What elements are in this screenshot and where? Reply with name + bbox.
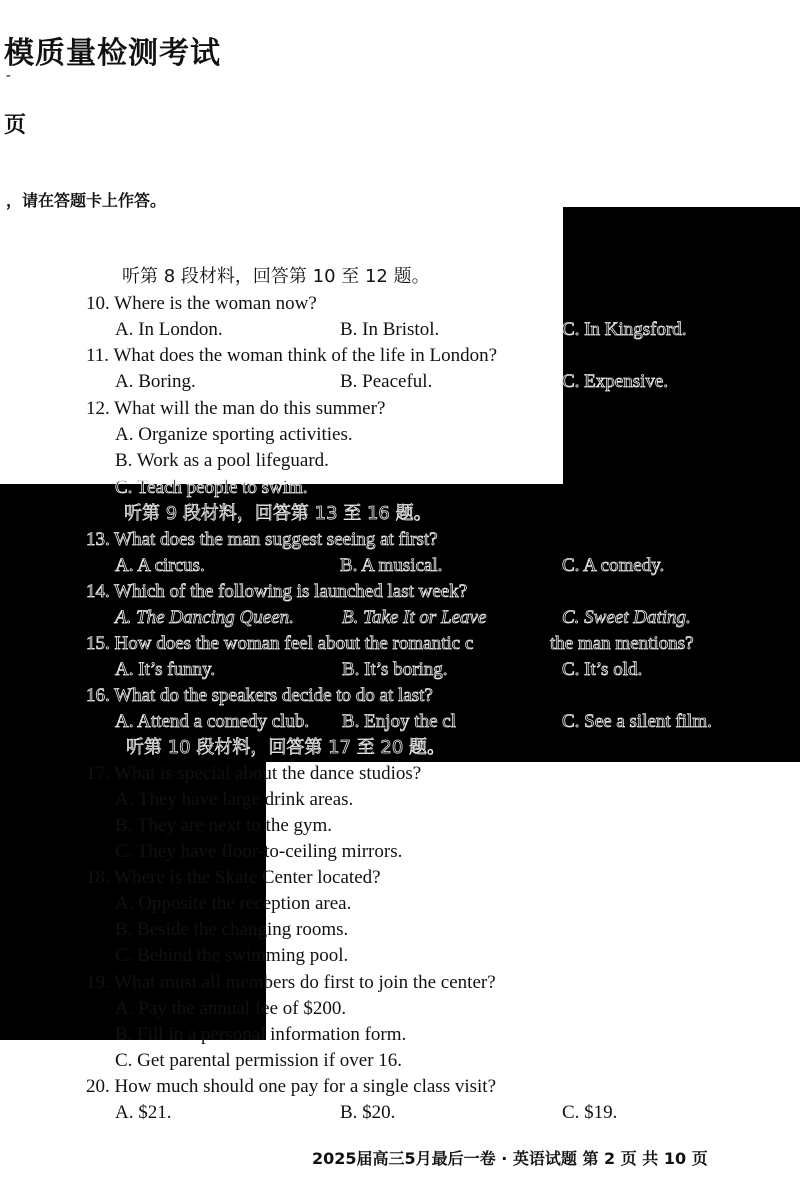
option: C. A comedy. <box>562 555 665 576</box>
option: B. Fill in a personal information form. <box>115 1024 407 1045</box>
question-stem: 18. Where is the Skate Center located? <box>86 867 381 888</box>
option: A. The Dancing Queen. <box>115 607 294 628</box>
option: B. They are next to the gym. <box>115 815 333 836</box>
section-heading: 听第 10 段材料，回答第 17 至 20 题。 <box>126 737 446 758</box>
option: C. Behind the swimming pool. <box>115 945 349 966</box>
option: A. Organize sporting activities. <box>115 424 353 445</box>
option: A. Pay the annual fee of $200. <box>115 998 347 1019</box>
option: C. It’s old. <box>562 659 643 680</box>
question-stem: 20. How much should one pay for a single class visit? <box>86 1076 497 1097</box>
black-block-right <box>563 207 800 484</box>
option: B. A musical. <box>340 555 443 576</box>
section-heading: 听第 8 段材料，回答第 10 至 12 题。 <box>122 266 430 287</box>
option: A. A circus. <box>115 555 205 576</box>
exam-title: 模质量检测考试 <box>4 36 221 71</box>
option: A. $21. <box>115 1102 172 1123</box>
option: A. They have large drink areas. <box>115 789 354 810</box>
option: C. Teach people to swim. <box>115 477 308 498</box>
question-stem: 13. What does the man suggest seeing at first? <box>86 529 438 550</box>
question-stem: 17. What is special about the dance studios? <box>86 763 422 784</box>
option: B. Beside the changing rooms. <box>115 919 349 940</box>
option: C. Get parental permission if over 16. <box>115 1050 403 1071</box>
option: A. In London. <box>115 319 223 340</box>
option: C. Expensive. <box>562 371 669 392</box>
answer-instruction: ，请在答题卡上作答。 <box>6 191 167 210</box>
header-dash: - <box>6 68 11 83</box>
option: C. In Kingsford. <box>562 319 687 340</box>
option: B. Enjoy the cl <box>342 711 456 732</box>
page-footer: 2025届高三5月最后一卷 · 英语试题 第 2 页 共 10 页 <box>312 1149 708 1168</box>
question-stem: 12. What will the man do this summer? <box>86 398 386 419</box>
option: B. It’s boring. <box>342 659 448 680</box>
option: B. In Bristol. <box>340 319 440 340</box>
question-stem-continued: the man mentions? <box>550 633 694 654</box>
question-stem: 11. What does the woman think of the life in London? <box>86 345 498 366</box>
question-stem: 10. Where is the woman now? <box>86 293 317 314</box>
question-stem: 19. What must all members do first to join the center? <box>86 972 496 993</box>
question-stem: 14. Which of the following is launched last week? <box>86 581 468 602</box>
option: B. Take It or Leave <box>342 607 487 628</box>
option: B. Work as a pool lifeguard. <box>115 450 329 471</box>
option: C. They have floor-to-ceiling mirrors. <box>115 841 403 862</box>
option: A. Opposite the reception area. <box>115 893 352 914</box>
option: C. See a silent film. <box>562 711 712 732</box>
option: A. It’s funny. <box>115 659 216 680</box>
option: A. Boring. <box>115 371 196 392</box>
option: B. Peaceful. <box>340 371 433 392</box>
option: A. Attend a comedy club. <box>115 711 310 732</box>
option: C. Sweet Dating. <box>562 607 691 628</box>
section-heading: 听第 9 段材料，回答第 13 至 16 题。 <box>124 503 432 524</box>
option: C. $19. <box>562 1102 618 1123</box>
question-stem: 16. What do the speakers decide to do at last? <box>86 685 433 706</box>
question-stem: 15. How does the woman feel about the romantic c <box>86 633 474 654</box>
option: B. $20. <box>340 1102 396 1123</box>
side-text: 页 <box>4 113 27 138</box>
